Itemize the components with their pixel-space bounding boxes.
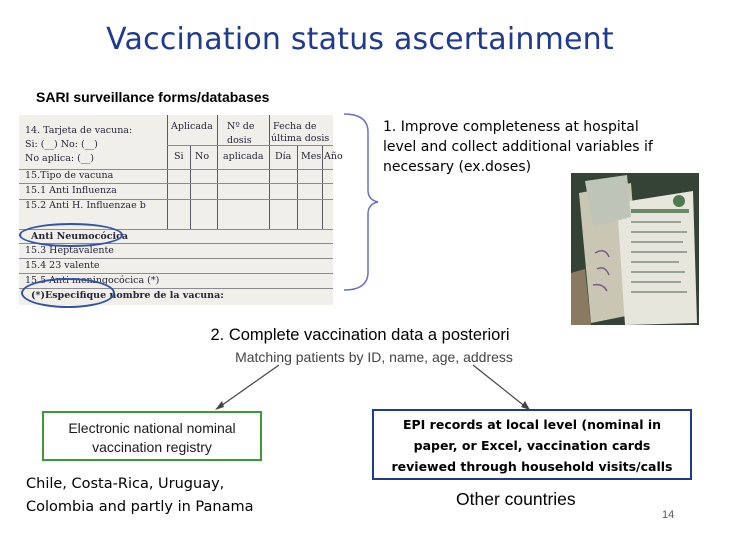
form-header: No [195,151,210,162]
form-header: dosis [227,135,252,146]
form-row: Si: (__) No: (__) [25,139,98,150]
form-header: Fecha de [273,121,317,132]
form-row: 14. Tarjeta de vacuna: [25,125,133,136]
form-header: última dosis [271,133,330,144]
form-row: 15.1 Anti Influenza [25,185,117,196]
form-row: 15.4 23 valente [25,260,100,271]
page-number: 14 [662,509,675,521]
arrow-left [218,365,279,408]
form-header: Año [324,151,343,162]
form-row: 15.5 Anti meningocócica (*) [25,275,160,286]
form-header: aplicada [223,151,264,162]
section-subtitle: SARI surveillance forms/databases [36,89,270,105]
form-header: Nº de [227,121,255,132]
point-2-subtext: Matching patients by ID, name, age, address [235,349,513,365]
form-row: Anti Neumocócica [31,231,129,242]
epi-records-box: EPI records at local level (nominal in paper, or Excel, vaccination cards reviewed through household visits/calls [372,409,692,480]
slide-title: Vaccination status ascertainment [106,22,614,57]
arrow-right [473,365,527,408]
point-1-text: 1. Improve completeness at hospital level and collect additional variables if necessary (ex.doses) [383,119,653,175]
form-header: Aplicada [171,121,213,132]
national-registry-box: Electronic national nominal vaccination registry [42,411,262,461]
form-row: 15.Tipo de vacuna [25,170,114,181]
form-header: Día [275,151,292,162]
point-2-heading: 2. Complete vaccination data a posteriori [210,326,510,344]
registry-countries: Chile, Costa-Rica, Uruguay, Colombia and partly in Panama [26,476,254,515]
form-row: (*)Especifique nombre de la vacuna: [31,290,224,301]
other-countries-label: Other countries [456,489,576,509]
form-row: 15.3 Heptavalente [25,245,114,256]
form-row: 15.2 Anti H. Influenzae b [25,200,146,211]
form-header: Mes [301,151,322,162]
form-row: No aplica: (__) [25,153,94,164]
form-header: Si [174,151,184,162]
